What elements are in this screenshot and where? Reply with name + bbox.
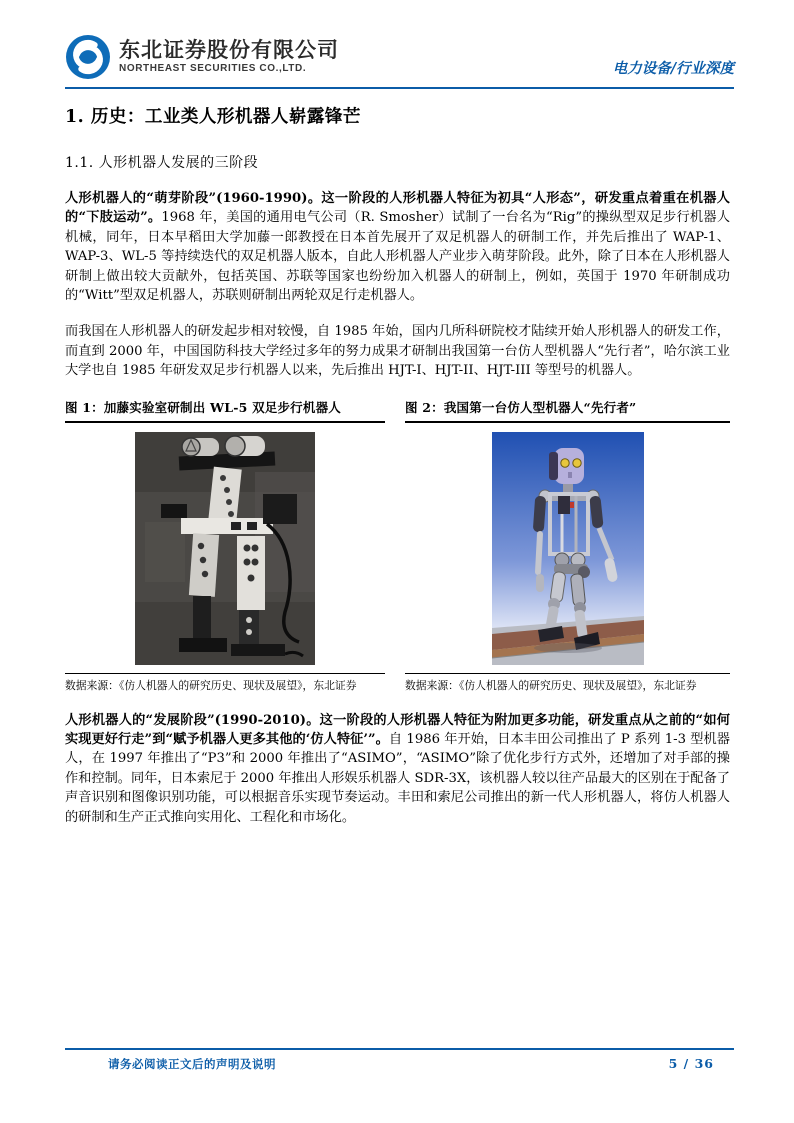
paragraph-3-lead: 人形机器人的“发展阶段”(1990-2010)。这一阶段的人形机器人特征为附加更多功能，研发重点从之前的“如何实现更好行走”到“赋予机器人更多其他的‘仿人特征’”。: [65, 712, 730, 748]
report-body: [65, 97, 730, 827]
wl5-robot-photo: [135, 432, 315, 665]
footer-disclaimer: 请务必阅读正文后的声明及说明: [108, 1057, 276, 1071]
page-footer: [65, 1048, 734, 1072]
paragraph-3-rest: 自 1986 年开始，日本丰田公司推出了 P 系列 1-3 型机器人，在 1997 年推出了“P3”和 2000 年推出了“ASIMO”，“ASIMO”除了优化步行方式外，还增加了对手部的操作和控制。同年，日本索尼于 2000 年推出人形娱乐机器人 SDR-3X，该机器人较以往产品最大的区别在于配备了声音识别和图像识别功能，可以根据音乐实现节奏运动。丰田和索尼公司推出的新一代人形机器人，将仿人机器人的研制和生产正式推向实用化、工程化和市场化。: [65, 732, 730, 825]
company-name-cn: 东北证券股份有限公司: [119, 38, 339, 62]
report-category: 电力设备/行业深度: [612, 60, 734, 77]
figure-2-source: 数据来源：《仿人机器人的研究历史、现状及展望》，东北证券: [405, 673, 730, 694]
page-header: [65, 34, 734, 80]
section-title: 1. 历史：工业类人形机器人崭露锋芒: [65, 107, 361, 127]
xianxingzhe-robot-photo: [492, 432, 644, 665]
figure-2-image-area: [405, 423, 730, 665]
page-number: 5 / 36: [668, 1056, 714, 1071]
subsection-title: 1.1. 人形机器人发展的三阶段: [65, 155, 259, 171]
header-divider: [65, 87, 734, 89]
figure-1-source: 数据来源：《仿人机器人的研究历史、现状及展望》，东北证券: [65, 673, 385, 694]
figure-2-caption: 图 2：我国第一台仿人型机器人“先行者”: [405, 398, 730, 423]
figure-1: [65, 398, 385, 694]
figure-1-caption: 图 1：加藤实验室研制出 WL-5 双足步行机器人: [65, 398, 385, 423]
paragraph-2: 而我国在人形机器人的研发起步相对较慢，自 1985 年始，国内几所科研院校才陆续开始人形机器人的研发工作，而直到 2000 年，中国国防科技大学经过多年的努力成果才研制出我国第一台仿人型机器人“先行者”，哈尔滨工业大学也自 1985 年研发双足步行机器人以来，先后推出 HJT-I、HJT-II、HJT-III 等型号的机器人。: [65, 324, 730, 379]
paragraph-1-lead: 人形机器人的“萌芽阶段”(1960-1990)。这一阶段的人形机器人特征为初具“人形态”，研发重点着重在机器人的“下肢运动”。: [65, 191, 730, 226]
brand-text: [119, 40, 339, 75]
figure-row: [65, 398, 730, 694]
northeast-securities-logo-icon: [65, 34, 111, 80]
company-name-en: NORTHEAST SECURITIES CO.,LTD.: [119, 62, 307, 74]
figure-2: [405, 398, 730, 694]
brand: [65, 34, 339, 80]
figure-1-image-area: [65, 423, 385, 665]
paragraph-3: [65, 711, 730, 827]
paragraph-1: [65, 189, 730, 305]
paragraph-1-rest: 1968 年，美国的通用电气公司（R. Smosher）试制了一台名为“Rig”的操纵型双足步行机器人机械，同年，日本早稻田大学加藤一郎教授在日本首先展开了双足机器人的研制工作，并先后推出了 WAP-1、WAP-3、WL-5 等持续迭代的双足机器人版本，自此人形机器人产业步入萌芽阶段。此外，除了日本在人形机器人研制上做出较大贡献外，包括英国、苏联等国家也纷纷加入机器人的研制上，例如，英国于 1970 年研制成功的“Witt”型双足机器人，苏联则研制出两轮双足行走机器人。: [65, 210, 731, 304]
